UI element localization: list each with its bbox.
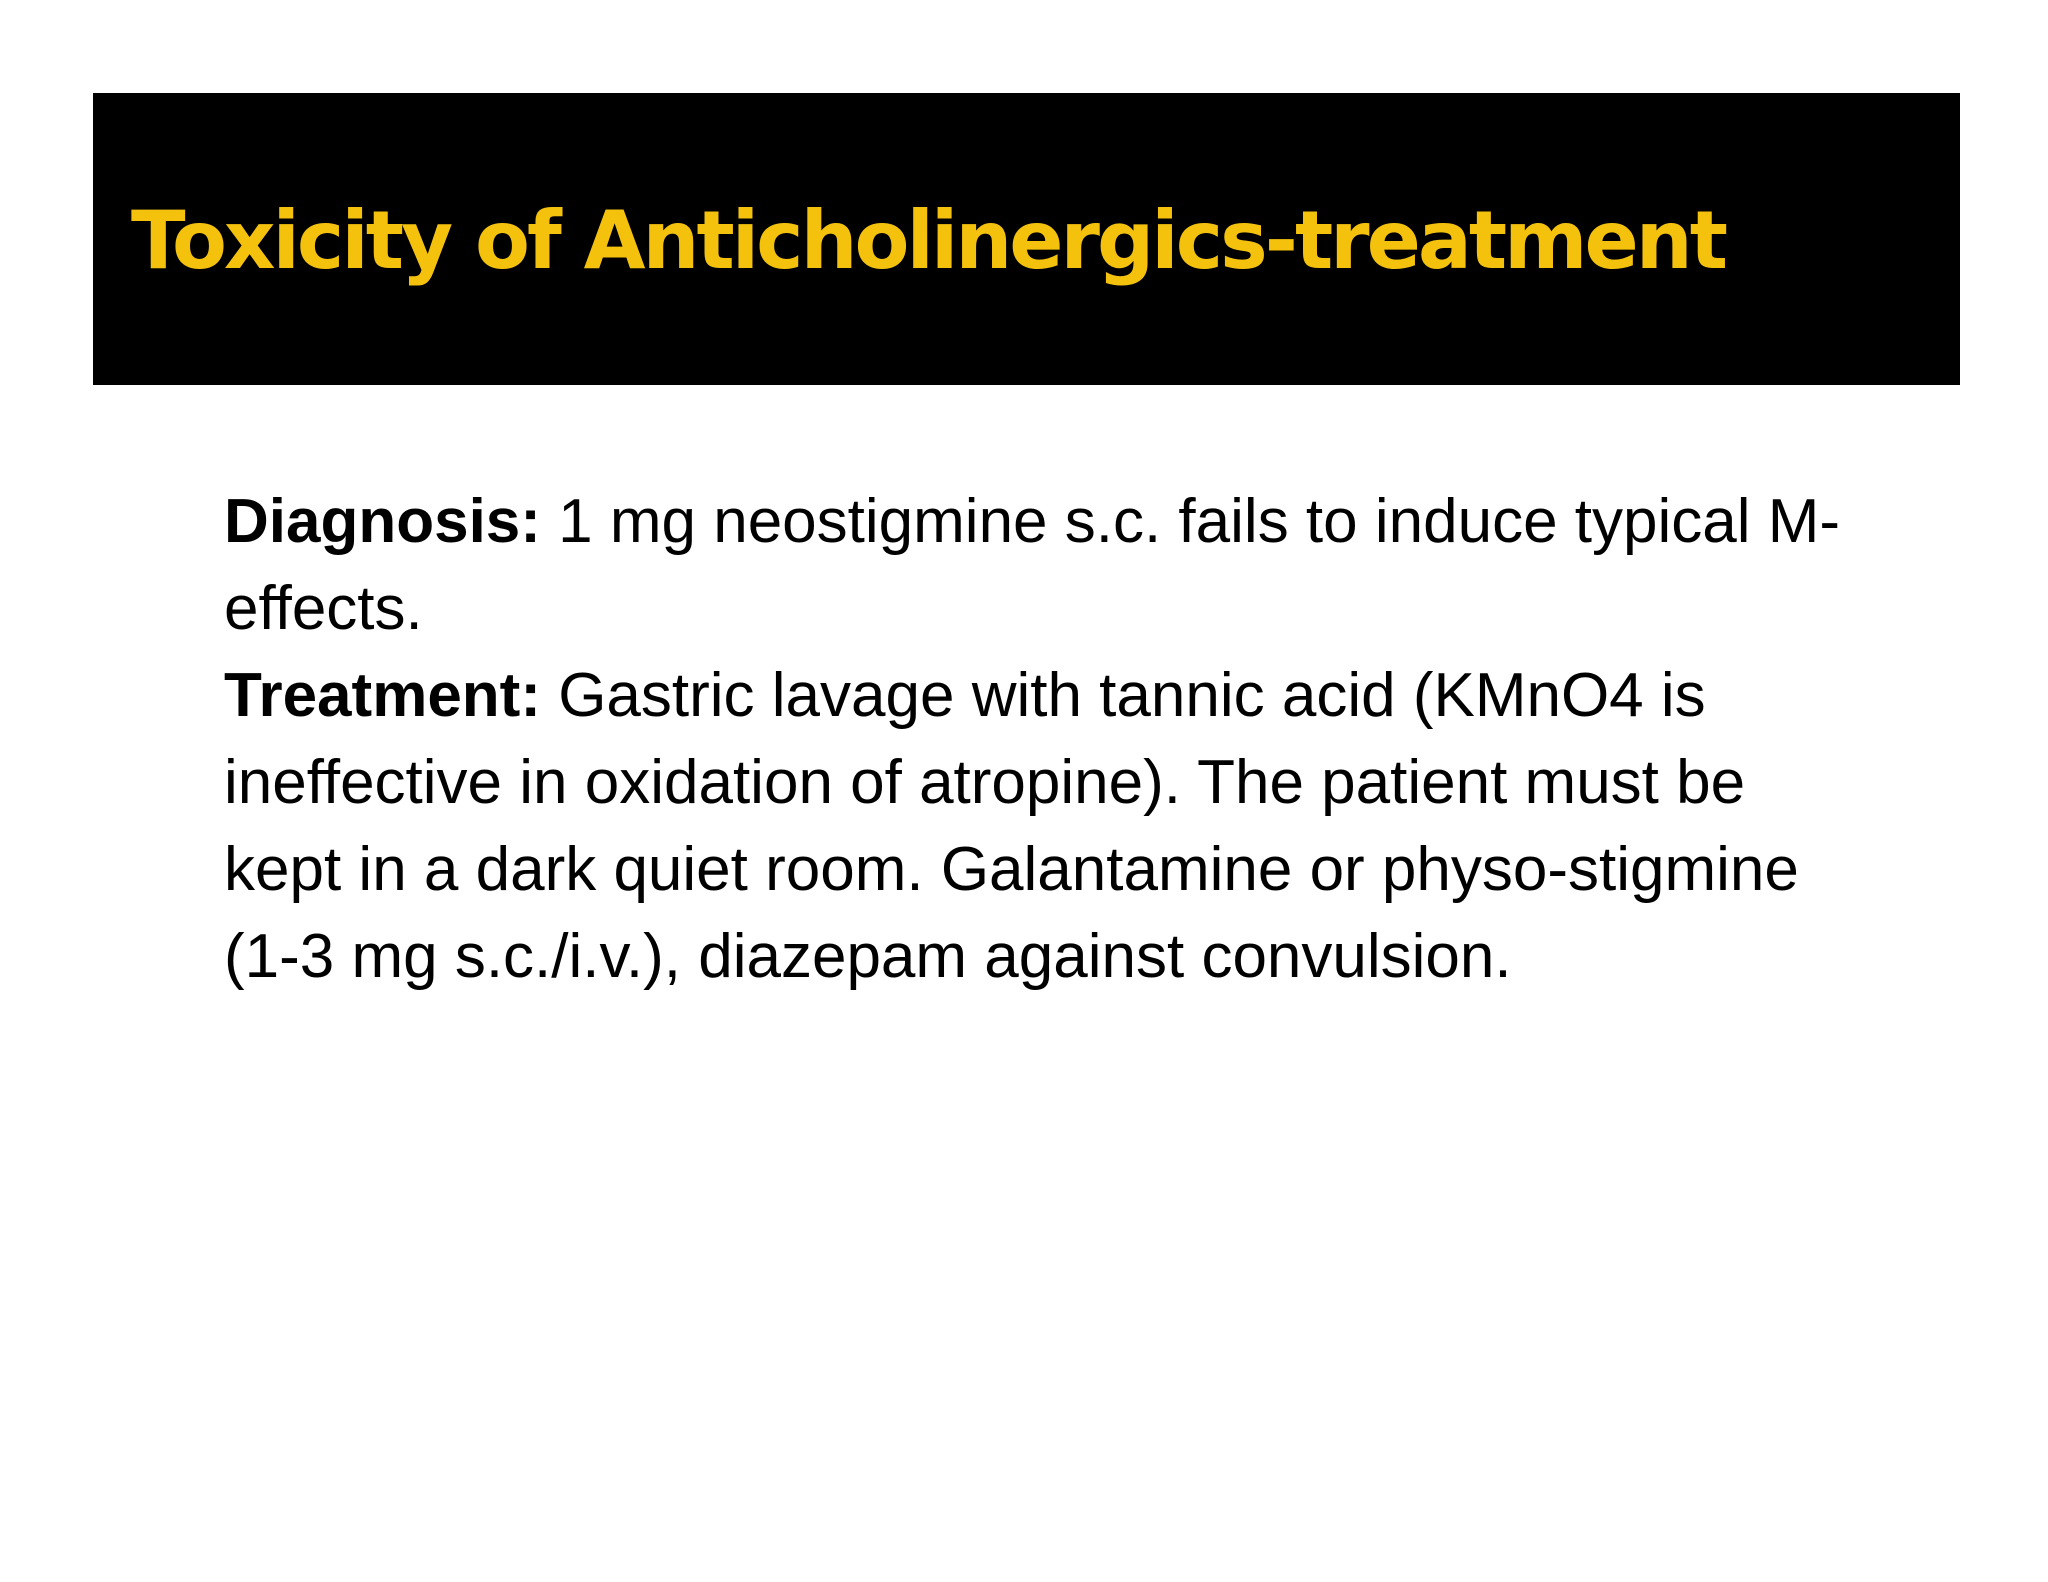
title-bar [93, 93, 1960, 385]
treatment-term: Treatment: [224, 661, 541, 730]
treatment-text: Gastric lavage with tannic acid (KMnO4 is ineffective in oxidation of atropine). The patient must be kept in a dark quiet room. Galantamine or physo-stigmine (1-3 mg s.c./i.v.), diazepam against convulsion. [224, 661, 1799, 991]
diagnosis-term: Diagnosis: [224, 487, 541, 556]
slide-title: Toxicity of Anticholinergics-treatment [131, 194, 1725, 287]
diagnosis-paragraph [224, 478, 1844, 652]
slide-body [224, 478, 1844, 1000]
diagnosis-text: 1 mg neostigmine s.c. fails to induce typical M-effects. [224, 487, 1841, 643]
treatment-paragraph [224, 652, 1844, 1000]
